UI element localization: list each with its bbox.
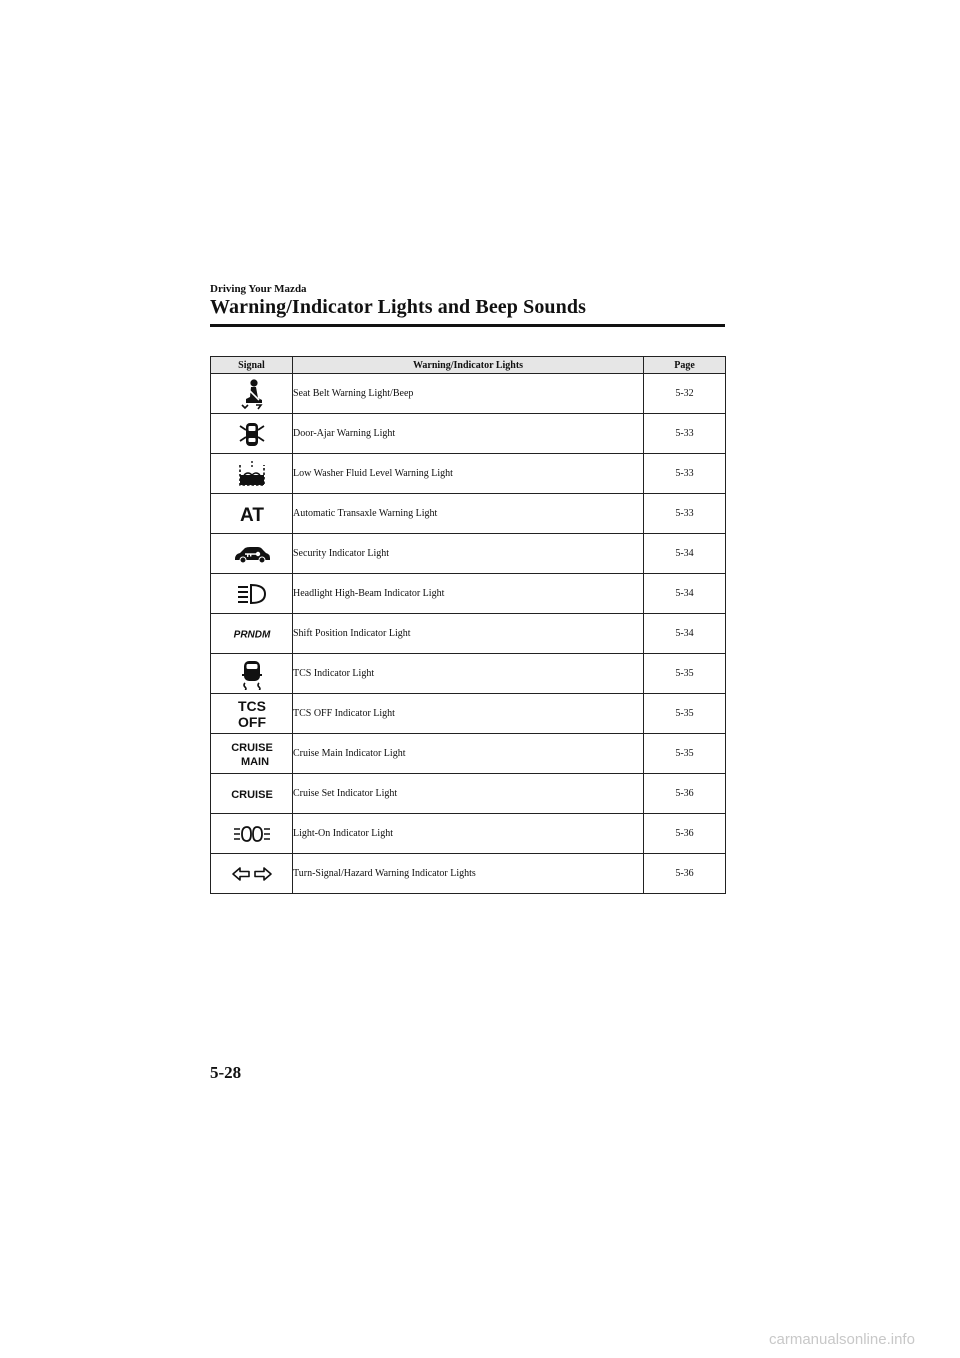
table-row: [211, 774, 726, 814]
table-row: [211, 814, 726, 854]
page-ref: 5-33: [644, 494, 726, 534]
svg-text:AT: AT: [239, 504, 264, 526]
page-ref: 5-35: [644, 734, 726, 774]
page-ref: 5-36: [644, 854, 726, 894]
light-name: Turn-Signal/Hazard Warning Indicator Lights: [293, 854, 644, 894]
signal-cell: [211, 694, 293, 734]
table-row: [211, 414, 726, 454]
svg-text:CRUISE: CRUISE: [230, 788, 273, 801]
header-page: Page: [644, 357, 726, 374]
signal-cell: [211, 854, 293, 894]
signal-cell: [211, 814, 293, 854]
table-row: [211, 734, 726, 774]
table-row: [211, 614, 726, 654]
table-row: [211, 454, 726, 494]
page-ref: 5-35: [644, 654, 726, 694]
light-name: Shift Position Indicator Light: [293, 614, 644, 654]
at-icon: [235, 502, 269, 526]
signal-cell: [211, 494, 293, 534]
tcs-off-icon: [232, 698, 272, 730]
title-divider: [210, 324, 725, 327]
signal-cell: [211, 414, 293, 454]
washer-fluid-icon: [236, 459, 268, 489]
signal-cell: [211, 534, 293, 574]
table-row: [211, 654, 726, 694]
svg-text:TCS: TCS: [237, 697, 266, 714]
turn-signal-icon: [230, 864, 274, 884]
watermark: carmanualsonline.info: [769, 1331, 915, 1348]
table-row: [211, 694, 726, 734]
light-name: Low Washer Fluid Level Warning Light: [293, 454, 644, 494]
page-ref: 5-36: [644, 814, 726, 854]
page-ref: 5-34: [644, 614, 726, 654]
page-ref: 5-33: [644, 454, 726, 494]
light-name: Cruise Set Indicator Light: [293, 774, 644, 814]
svg-text:MAIN: MAIN: [240, 755, 269, 768]
table-row: [211, 534, 726, 574]
page-ref: 5-34: [644, 534, 726, 574]
svg-text:OFF: OFF: [237, 713, 266, 730]
section-label: Driving Your Mazda: [210, 283, 307, 295]
page-title: Warning/Indicator Lights and Beep Sounds: [210, 296, 586, 318]
table-header-row: [211, 357, 726, 374]
table-row: [211, 574, 726, 614]
security-icon: [232, 543, 272, 565]
shift-position-icon: [230, 626, 274, 642]
high-beam-icon: [235, 582, 269, 606]
door-ajar-icon: [237, 419, 267, 449]
signal-cell: [211, 454, 293, 494]
table-row: [211, 854, 726, 894]
table-row: [211, 494, 726, 534]
header-signal: Signal: [211, 357, 293, 374]
page-ref: 5-33: [644, 414, 726, 454]
svg-text:PRNDM: PRNDM: [233, 629, 270, 640]
seat-belt-icon: [237, 378, 267, 410]
signal-cell: [211, 614, 293, 654]
table-row: [211, 374, 726, 414]
light-name: Automatic Transaxle Warning Light: [293, 494, 644, 534]
light-on-icon: [232, 823, 272, 845]
light-name: TCS Indicator Light: [293, 654, 644, 694]
header-lights: Warning/Indicator Lights: [293, 357, 644, 374]
signal-cell: [211, 374, 293, 414]
light-name: Security Indicator Light: [293, 534, 644, 574]
signal-cell: [211, 654, 293, 694]
light-name: Door-Ajar Warning Light: [293, 414, 644, 454]
tcs-icon: [237, 658, 267, 690]
svg-text:CRUISE: CRUISE: [230, 741, 273, 754]
signal-cell: [211, 734, 293, 774]
light-name: TCS OFF Indicator Light: [293, 694, 644, 734]
signal-cell: [211, 774, 293, 814]
signal-cell: [211, 574, 293, 614]
page-ref: 5-32: [644, 374, 726, 414]
cruise-main-icon: [229, 740, 275, 768]
light-name: Cruise Main Indicator Light: [293, 734, 644, 774]
page-number: 5-28: [210, 1063, 242, 1082]
page-ref: 5-36: [644, 774, 726, 814]
page-ref: 5-34: [644, 574, 726, 614]
page-ref: 5-35: [644, 694, 726, 734]
cruise-set-icon: [229, 785, 275, 803]
light-name: Light-On Indicator Light: [293, 814, 644, 854]
light-name: Headlight High-Beam Indicator Light: [293, 574, 644, 614]
light-name: Seat Belt Warning Light/Beep: [293, 374, 644, 414]
warning-lights-table: [210, 356, 726, 894]
